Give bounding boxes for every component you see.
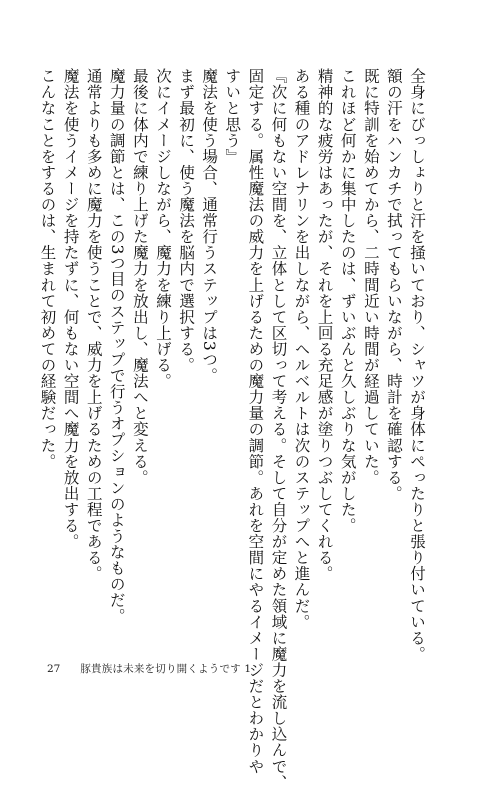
text-line-5: 精神的な疲労はあったが、それを上回る充足感が塗りつぶしてくれる。 <box>315 68 334 582</box>
text-line-15: 通常よりも多めに魔力を使うことで、威力を上げるための工程である。 <box>84 68 103 582</box>
book-title: 豚貴族は未来を切り開くようです 1 <box>80 663 252 675</box>
text-line-8: 固定する。属性魔法の威力を上げるための魔力量の調節。あれを空間にやるイメージだとわかりや <box>246 68 265 775</box>
text-line-11: まず最初に、使う魔法を脳内で選択する。 <box>177 68 196 373</box>
text-line-10: 魔法を使う場合、通常行うステップは3つ。 <box>200 68 219 384</box>
text-line-1: 全身にびっしょりと汗を掻いており、シャツが身体にぺったりと張り付いている。 <box>408 68 426 662</box>
text-line-14: 魔力量の調節とは、この3つ目のステップで行うオプションのようなものだ。 <box>107 68 126 625</box>
text-line-3: 既に特訓を始めてから、二時間近い時間が経過していた。 <box>361 68 380 486</box>
text-line-16: 魔法を使うイメージを持たずに、何もない空間へ魔力を放出する。 <box>61 68 80 550</box>
text-line-12: 次にイメージしながら、魔力を練り上げる。 <box>153 68 172 389</box>
page-number: 27 <box>47 663 61 675</box>
text-line-13: 最後に体内で練り上げた魔力を放出し、魔法へと変える。 <box>130 68 149 486</box>
text-line-2: 額の汗をハンカチで拭ってもらいながら、時計を確認する。 <box>384 68 403 502</box>
text-line-4: これほど何かに集中したのは、ずいぶんと久しぶりな気がした。 <box>338 68 357 534</box>
text-line-6: ある種のアドレナリンを出しながら、ヘルベルトは次のステップへと進んだ。 <box>292 68 311 630</box>
text-line-17: こんなことをするのは、生まれて初めての経験だった。 <box>38 68 57 470</box>
text-line-7: 『次に何もない空間を、立体として区切って考える。そして自分が定めた領域に魔力を流し込んで、 <box>269 68 288 790</box>
page-footer <box>47 662 251 676</box>
text-line-9: すいと思う』 <box>223 68 242 165</box>
